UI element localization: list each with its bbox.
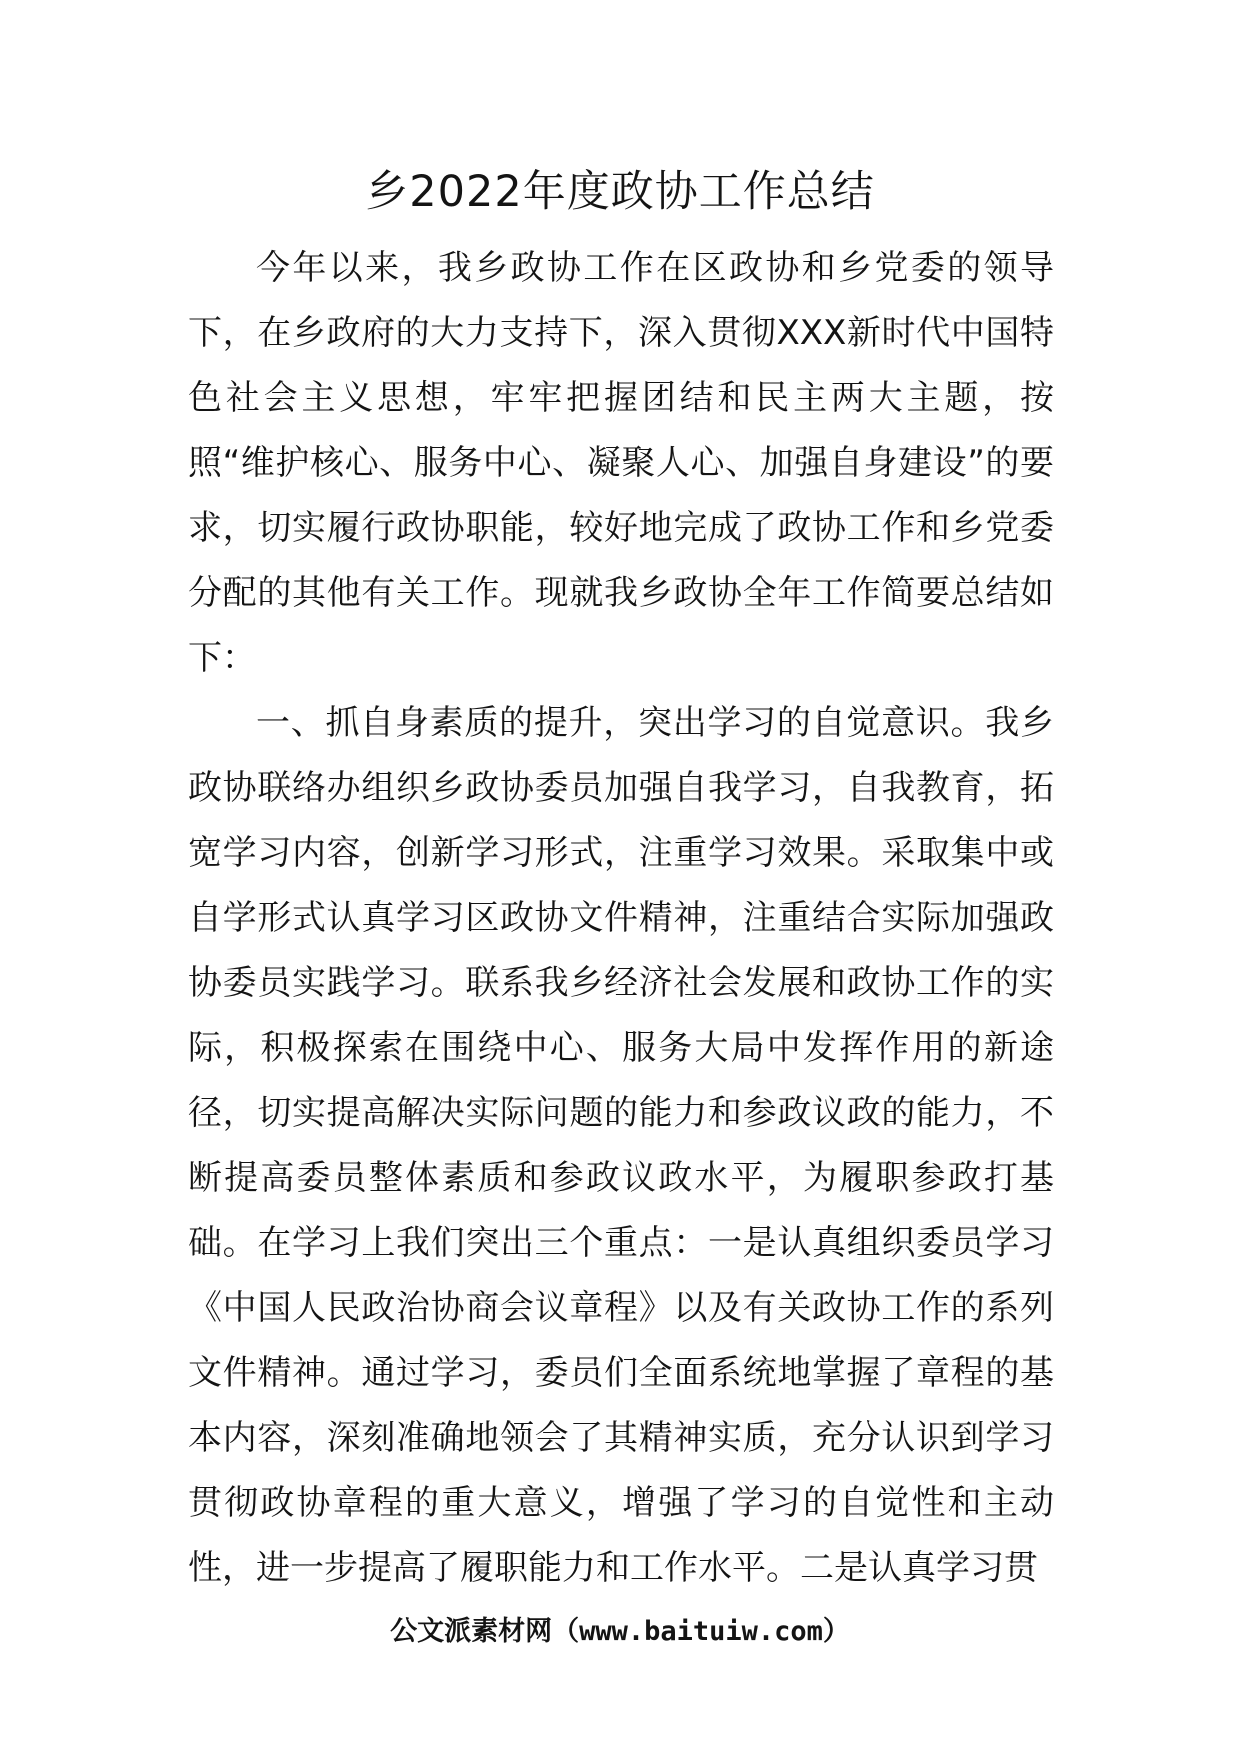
document-body	[188, 236, 1054, 1601]
paragraph-intro: 今年以来，我乡政协工作在区政协和乡党委的领导下，在乡政府的大力支持下，深入贯彻XXX新时代中国特色社会主义思想，牢牢把握团结和民主两大主题，按照“维护核心、服务中心、凝聚人心、加强自身建设”的要求，切实履行政协职能，较好地完成了政协工作和乡党委分配的其他有关工作。现就我乡政协全年工作简要总结如下：	[188, 248, 1054, 678]
footer-watermark: 公文派素材网（www.baituiw.com）	[390, 1616, 850, 1647]
paragraph-section-one: 一、抓自身素质的提升，突出学习的自觉意识。我乡政协联络办组织乡政协委员加强自我学习，自我教育，拓宽学习内容，创新学习形式，注重学习效果。采取集中或自学形式认真学习区政协文件精神，注重结合实际加强政协委员实践学习。联系我乡经济社会发展和政协工作的实际，积极探索在围绕中心、服务大局中发挥作用的新途径，切实提高解决实际问题的能力和参政议政的能力，不断提高委员整体素质和参政议政水平，为履职参政打基础。在学习上我们突出三个重点：一是认真组织委员学习《中国人民政治协商会议章程》以及有关政协工作的系列文件精神。通过学习，委员们全面系统地掌握了章程的基本内容，深刻准确地领会了其精神实质，充分认识到学习贯彻政协章程的重大意义，增强了学习的自觉性和主动性，进一步提高了履职能力和工作水平。二是认真学习贯	[188, 703, 1054, 1588]
document-title: 乡2022年度政协工作总结	[365, 167, 875, 217]
